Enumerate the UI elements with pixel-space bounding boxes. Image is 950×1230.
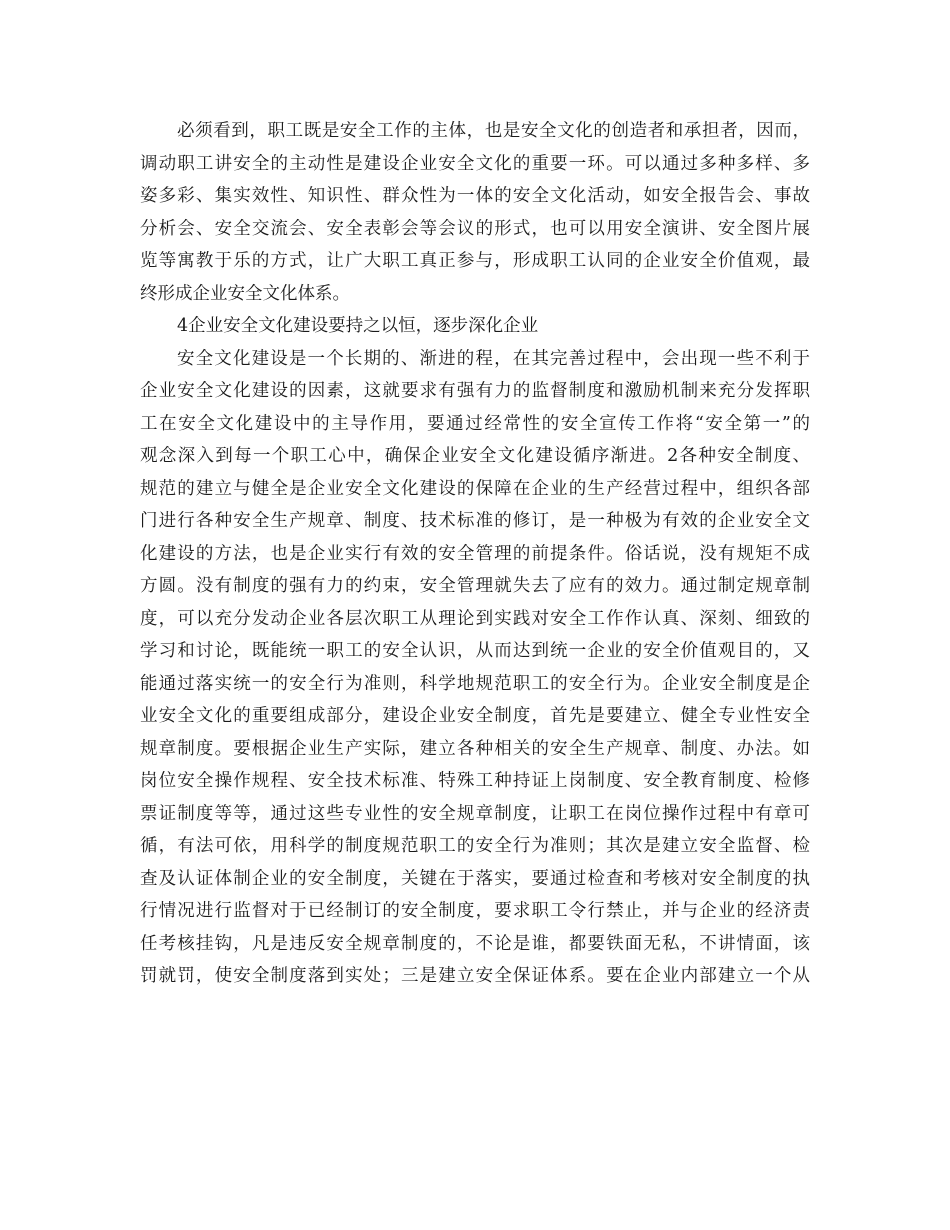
paragraph-line: 度，可以充分发动企业各层次职工从理论到实践对安全工作作认真、深刻、细致的	[140, 608, 810, 629]
paragraph-line: 规范的建立与健全是企业安全文化建设的保障在企业的生产经营过程中，组织各部	[140, 478, 810, 499]
paragraph-line: 能通过落实统一的安全行为准则，科学地规范职工的安全行为。企业安全制度是企	[140, 673, 810, 694]
paragraph-line: 工在安全文化建设中的主导作用，要通过经常性的安全宣传工作将“安全第一”的	[140, 413, 810, 434]
paragraph-line: 罚就罚，使安全制度落到实处；三是建立安全保证体系。要在企业内部建立一个从	[140, 966, 810, 986]
paragraph-line: 业安全文化的重要组成部分，建设企业安全制度，首先是要建立、健全专业性安全	[140, 706, 810, 726]
paragraph-line: 观念深入到每一个职工心中，确保企业安全文化建设循序渐进。2各种安全制度、	[140, 446, 810, 466]
paragraph-line: 终形成企业安全文化体系。	[140, 283, 350, 304]
paragraph-line: 循，有法可依，用科学的制度规范职工的安全行为准则；其次是建立安全监督、检	[140, 836, 810, 856]
paragraph-line: 企业安全文化建设的因素，这就要求有强有力的监督制度和激励机制来充分发挥职	[140, 381, 810, 401]
paragraph-line: 任考核挂钩，凡是违反安全规章制度的，不论是谁，都要铁面无私，不讲情面，该	[140, 933, 810, 954]
paragraph-line: 安全文化建设是一个长期的、渐进的程，在其完善过程中，会出现一些不利于	[177, 348, 810, 369]
section-heading: 4企业安全文化建设要持之以恒，逐步深化企业	[177, 316, 539, 336]
paragraph-line: 票证制度等等，通过这些专业性的安全规章制度，让职工在岗位操作过程中有章可	[140, 803, 810, 824]
paragraph-line: 必须看到，职工既是安全工作的主体，也是安全文化的创造者和承担者，因而，	[177, 121, 810, 141]
paragraph-line: 门进行各种安全生产规章、制度、技术标准的修订，是一种极为有效的企业安全文	[140, 511, 810, 531]
paragraph-line: 化建设的方法，也是企业实行有效的安全管理的前提条件。俗话说，没有规矩不成	[140, 543, 810, 564]
paragraph-line: 览等寓教于乐的方式，让广大职工真正参与，形成职工认同的企业安全价值观，最	[140, 251, 810, 271]
paragraph-line: 岗位安全操作规程、安全技术标准、特殊工种持证上岗制度、安全教育制度、检修	[140, 771, 810, 791]
paragraph-line: 学习和讨论，既能统一职工的安全认识，从而达到统一企业的安全价值观目的，又	[140, 641, 810, 661]
paragraph-line: 规章制度。要根据企业生产实际，建立各种相关的安全生产规章、制度、办法。如	[140, 738, 810, 759]
paragraph-line: 分析会、安全交流会、安全表彰会等会议的形式，也可以用安全演讲、安全图片展	[140, 218, 810, 239]
paragraph-line: 调动职工讲安全的主动性是建设企业安全文化的重要一环。可以通过多种多样、多	[140, 153, 810, 174]
paragraph-line: 方圆。没有制度的强有力的约束，安全管理就失去了应有的效力。通过制定规章制	[140, 576, 810, 596]
document-body	[140, 115, 810, 993]
paragraph-line: 查及认证体制企业的安全制度，关键在于落实，要通过检查和考核对安全制度的执	[140, 868, 810, 889]
paragraph-line: 姿多彩、集实效性、知识性、群众性为一体的安全文化活动，如安全报告会、事故	[140, 186, 810, 206]
paragraph-line: 行情况进行监督对于已经制订的安全制度，要求职工令行禁止，并与企业的经济责	[140, 901, 810, 921]
